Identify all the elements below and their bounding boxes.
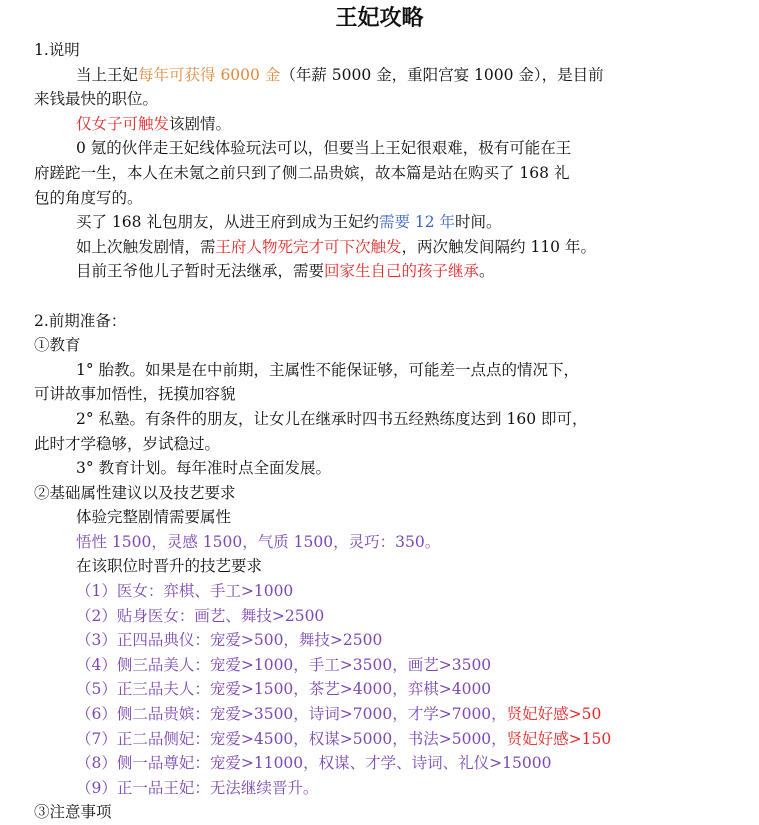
- attributes-values: 悟性 1500，灵感 1500，气质 1500，灵巧：350。: [76, 532, 441, 551]
- document-body: [0, 38, 759, 822]
- page-title: 王妃攻略: [335, 6, 424, 31]
- paragraph-income-cont: 来钱最快的职位。: [34, 90, 159, 109]
- education-item-2-cont: 此时才学稳够，岁试稳过。: [34, 434, 221, 453]
- rank-item: （6）侧二品贵嫔：宠爱>3500，诗词>7000，才学>7000，贤妃好感>50: [76, 705, 602, 724]
- education-item-2: 2° 私塾。有条件的朋友，让女儿在继承时四书五经熟练度达到 160 即可，: [76, 409, 588, 428]
- education-item-1: 1° 胎教。如果是在中前期，主属性不能保证够，可能差一点点的情况下，: [76, 360, 580, 379]
- rank-item: （1）医女：弈棋、手工>1000: [76, 582, 294, 601]
- rank-extra-requirement: 贤妃好感>150: [506, 729, 612, 748]
- rank-item: （3）正四品典仪：宠爱>500，舞技>2500: [76, 631, 383, 650]
- paragraph-zero-pay: 0 氪的伙伴走王妃线体验玩法可以，但要当上王妃很艰难，极有可能在王: [76, 139, 572, 158]
- attributes-intro: 体验完整剧情需要属性: [76, 508, 232, 527]
- education-item-3: 3° 教育计划。每年准时点全面发展。: [76, 459, 332, 478]
- paragraph-income: 当上王妃每年可获得 6000 金（年薪 5000 金，重阳宫宴 1000 金），是目前: [76, 65, 604, 84]
- skills-intro: 在该职位时晋升的技艺要求: [76, 557, 263, 576]
- rank-extra-requirement: 贤妃好感>50: [506, 705, 602, 724]
- rank-item: （2）贴身医女：画艺、舞技>2500: [76, 606, 325, 625]
- education-item-1-cont: 可讲故事加悟性，抚摸加容貌: [34, 385, 236, 404]
- paragraph-inherit: 目前王爷他儿子暂时无法继承，需要回家生自己的孩子继承。: [76, 262, 495, 281]
- rank-item: （5）正三品夫人：宠爱>1500，茶艺>4000，弈棋>4000: [76, 680, 492, 699]
- highlight-inherit: 回家生自己的孩子继承: [324, 262, 480, 281]
- rank-item: （8）侧一品尊妃：宠爱>11000，权谋、才学、诗词、礼仪>15000: [76, 754, 552, 773]
- subsection-attributes: ②基础属性建议以及技艺要求: [34, 483, 236, 502]
- rank-item: （4）侧三品美人：宠爱>1000，手工>3500，画艺>3500: [76, 655, 492, 674]
- paragraph-time: 买了 168 礼包朋友，从进王府到成为王妃约需要 12 年时间。: [76, 213, 502, 232]
- highlight-retrigger: 王府人物死完才可下次触发: [215, 237, 402, 256]
- highlight-income: 每年可获得 6000 金: [138, 65, 281, 84]
- spacer: [34, 284, 719, 309]
- highlight-years: 需要 12 年: [378, 213, 456, 232]
- paragraph-zero-pay-l3: 包的角度写的。: [34, 188, 143, 207]
- section1-heading: 1.说明: [34, 41, 80, 59]
- subsection-education: ①教育: [34, 336, 81, 355]
- section2-heading: 2.前期准备：: [34, 311, 127, 330]
- paragraph-zero-pay-l2: 府蹉跎一生，本人在未氪之前只到了侧二品贵嫔，故本篇是站在购买了 168 礼: [34, 163, 570, 182]
- highlight-female-only: 仅女子可触发: [76, 114, 170, 133]
- subsection-notes-partial: ③注意事项: [34, 803, 112, 822]
- paragraph-retrigger: 如上次触发剧情，需王府人物死完才可下次触发，两次触发间隔约 110 年。: [76, 237, 596, 256]
- rank-item: （9）正一品王妃：无法继续晋升。: [76, 778, 319, 797]
- paragraph-female-only: 仅女子可触发该剧情。: [76, 114, 232, 133]
- rank-item: （7）正二品侧妃：宠爱>4500，权谋>5000，书法>5000，贤妃好感>150: [76, 729, 612, 748]
